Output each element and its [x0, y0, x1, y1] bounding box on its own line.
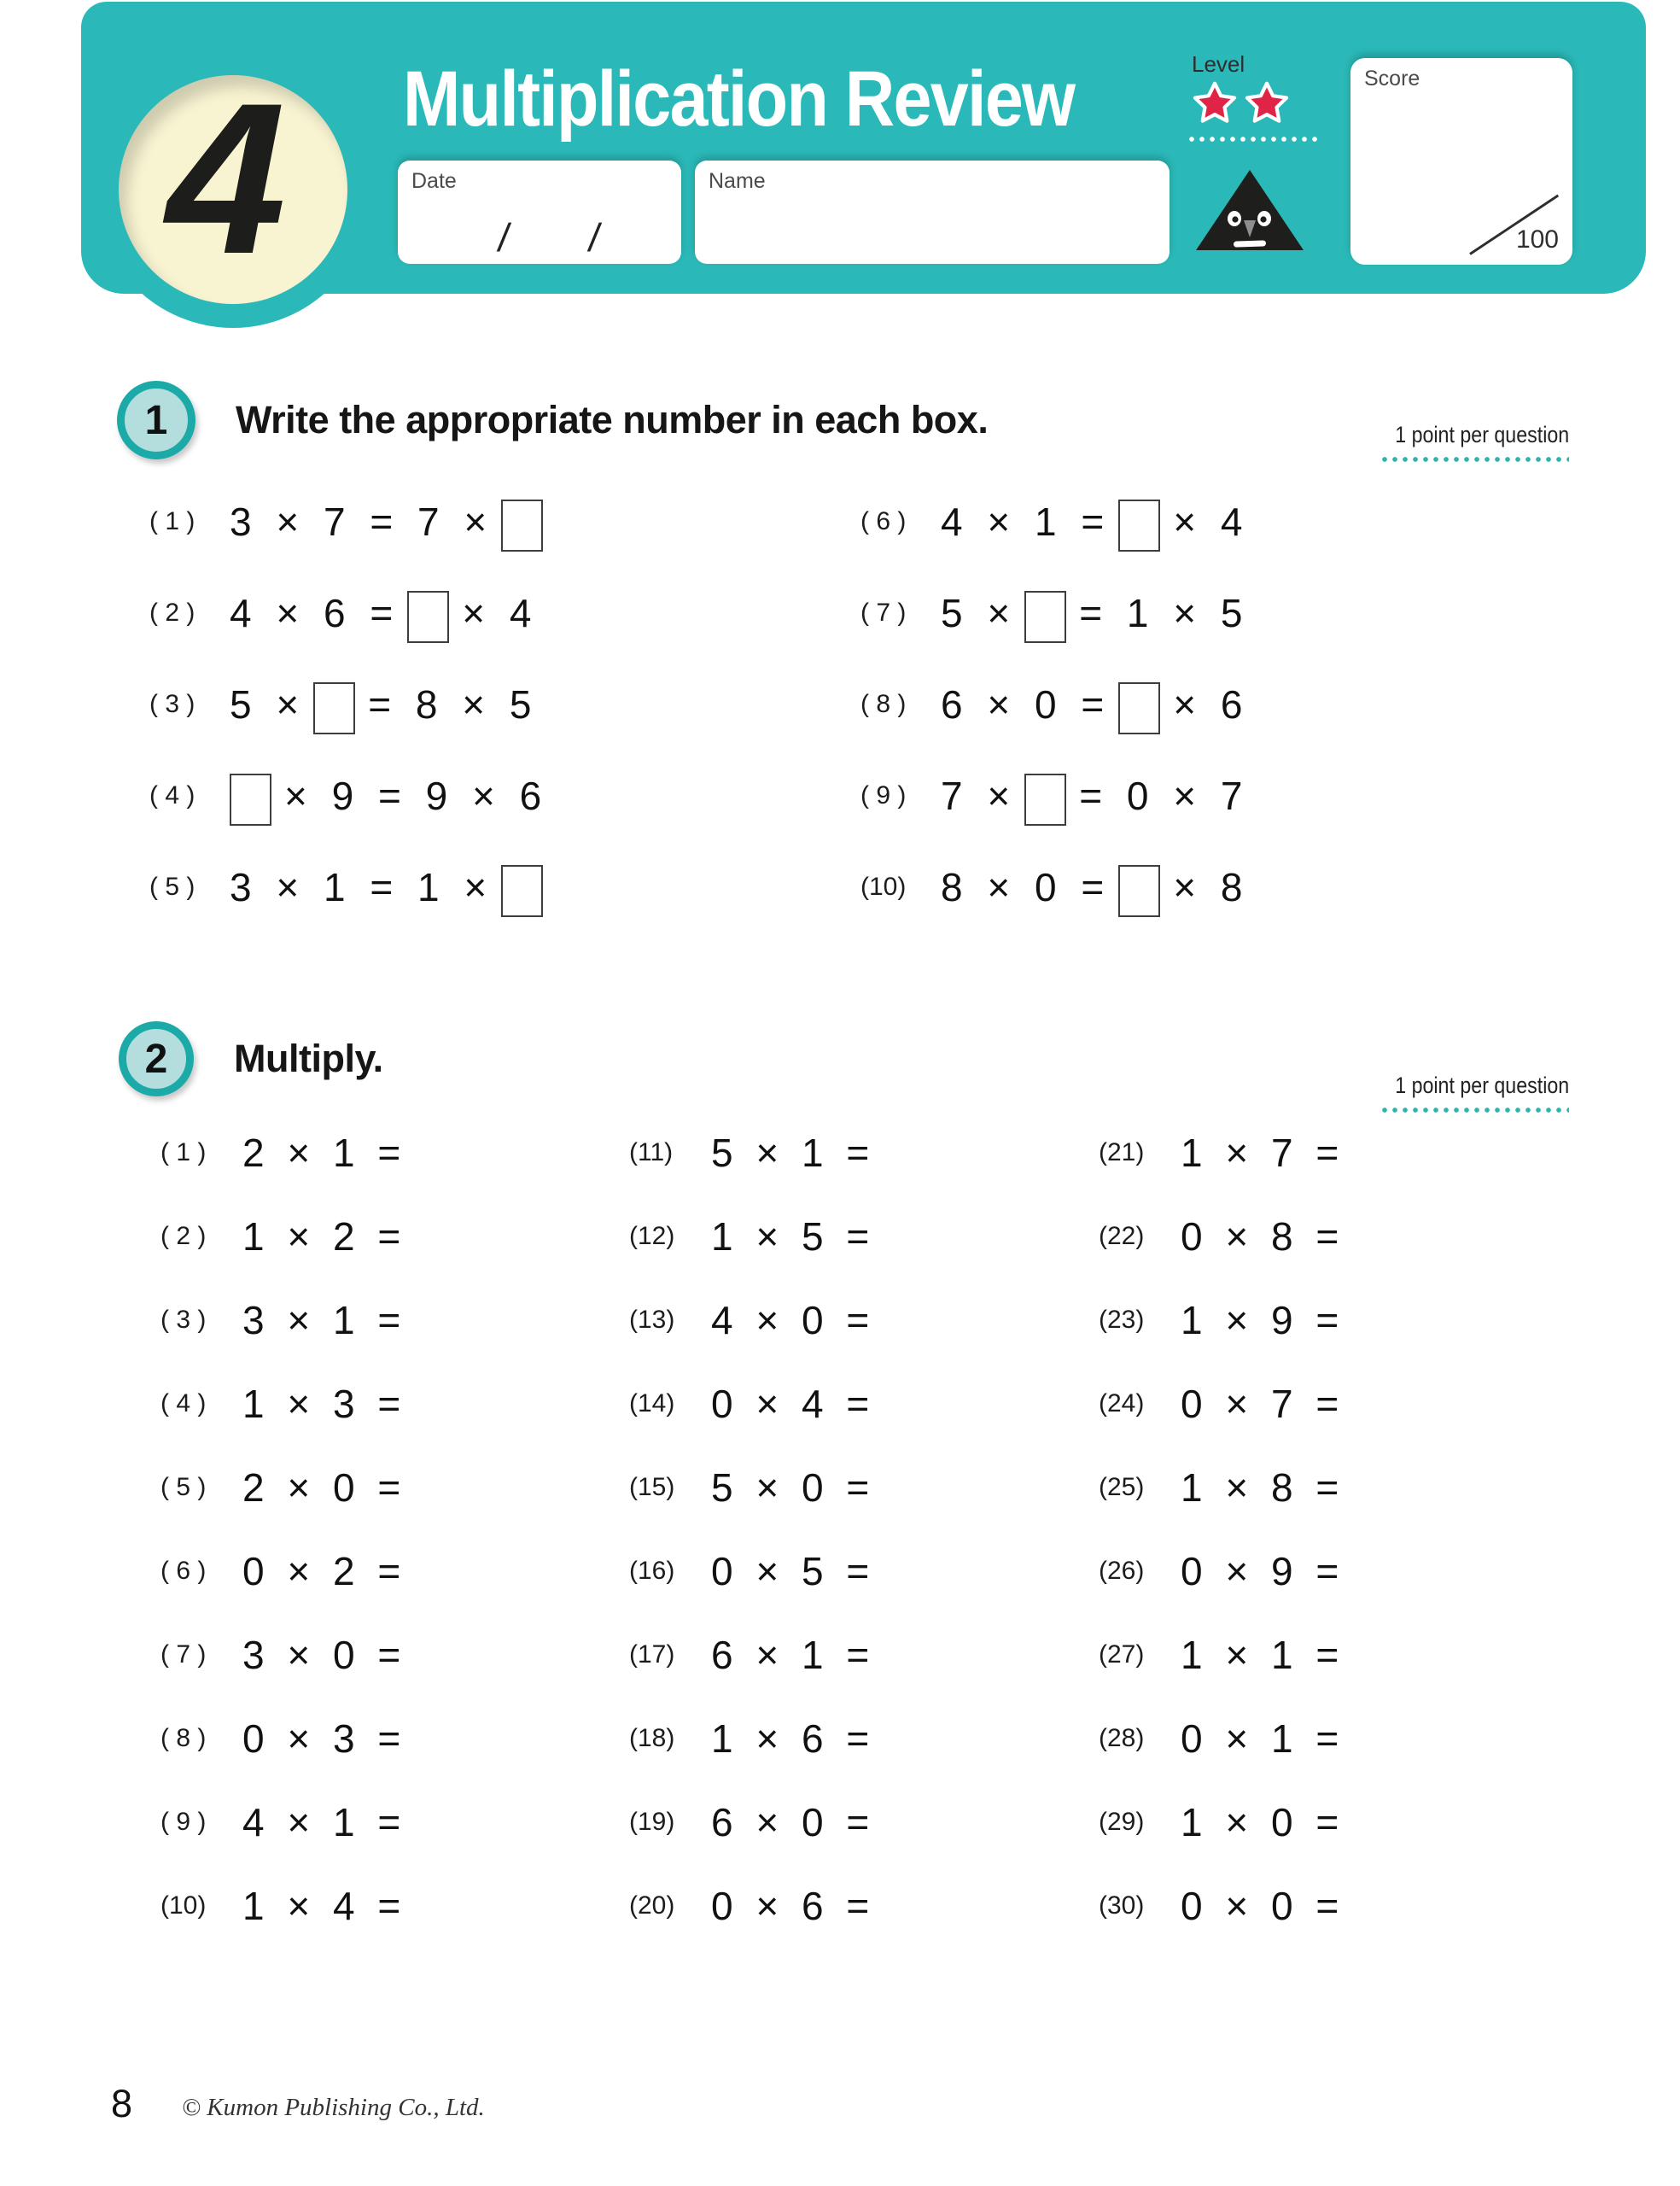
problem-row: [629, 1446, 1099, 1529]
problem-expression: 0 × 4 =: [711, 1382, 872, 1426]
problem-row: [1099, 1697, 1578, 1780]
problem-label: (23): [1099, 1306, 1145, 1334]
section-2-points-note: [1367, 1073, 1569, 1114]
problem-row: [149, 567, 860, 658]
problem-row: [629, 1195, 1099, 1278]
problem-label: ( 1 ): [149, 506, 195, 535]
section-2-badge: [119, 1021, 194, 1096]
problem-row: [860, 841, 1571, 932]
problem-row: [1099, 1529, 1578, 1613]
problem-row: [860, 567, 1571, 658]
problem-expression: 1 × 3 =: [242, 1382, 403, 1426]
problem-label: (10): [160, 1891, 207, 1920]
problem-expression: [941, 678, 1244, 730]
problem-expression: 1 × 2 =: [242, 1214, 403, 1259]
answer-box[interactable]: [1118, 500, 1160, 552]
problem-row: [629, 1613, 1099, 1697]
answer-box[interactable]: [313, 682, 355, 734]
expr-after: = 1 × 5: [1079, 590, 1245, 635]
section-1-problems: [149, 476, 1571, 932]
problem-label: (24): [1099, 1389, 1145, 1417]
star-icon: [1190, 80, 1240, 128]
problem-expression: 6 × 1 =: [711, 1633, 872, 1677]
section-1-title: Write the appropriate number in each box.: [236, 398, 989, 441]
date-slash: /: [495, 215, 513, 260]
problem-expression: 1 × 4 =: [242, 1884, 403, 1928]
problem-label: (19): [629, 1808, 675, 1836]
problem-expression: 2 × 1 =: [242, 1131, 403, 1175]
problem-row: [629, 1529, 1099, 1613]
date-slash: /: [586, 215, 604, 260]
problem-label: ( 5 ): [160, 1473, 207, 1501]
problem-label: (29): [1099, 1808, 1145, 1836]
expr-before: 5 ×: [230, 681, 301, 727]
score-denominator: 100: [1515, 225, 1559, 254]
page-number: 8: [111, 2082, 133, 2125]
copyright: © Kumon Publishing Co., Ltd.: [182, 2094, 485, 2121]
problem-expression: [941, 769, 1244, 821]
problem-label: (28): [1099, 1724, 1145, 1752]
name-label: Name: [709, 169, 766, 193]
problem-label: ( 3 ): [160, 1306, 207, 1334]
answer-box[interactable]: [501, 865, 543, 917]
problem-label: (25): [1099, 1473, 1145, 1501]
problem-expression: [230, 495, 543, 547]
problem-label: ( 6 ): [860, 506, 907, 535]
level-dotted-line: [1187, 135, 1320, 143]
problem-label: (16): [629, 1557, 675, 1585]
problem-label: (14): [629, 1389, 675, 1417]
section-2-problems: [160, 1111, 1578, 1948]
problem-row: [160, 1529, 629, 1613]
level-label: Level: [1192, 51, 1245, 77]
problem-row: [1099, 1864, 1578, 1948]
answer-box[interactable]: [1024, 774, 1066, 826]
section-2-number: 2: [144, 1036, 168, 1082]
problem-label: ( 1 ): [160, 1138, 207, 1166]
problem-row: [1099, 1780, 1578, 1864]
problem-row: [1099, 1362, 1578, 1446]
expr-before: 7 ×: [941, 773, 1012, 818]
problem-expression: [941, 495, 1244, 547]
problem-row: [160, 1697, 629, 1780]
problem-row: [860, 750, 1571, 841]
section-1-badge: [117, 381, 195, 459]
problem-label: (17): [629, 1640, 675, 1669]
expr-before: 3 × 7 = 7 ×: [230, 499, 489, 544]
problem-row: [149, 476, 860, 567]
problem-label: ( 9 ): [860, 780, 907, 810]
score-field[interactable]: [1350, 58, 1572, 265]
problem-row: [160, 1278, 629, 1362]
points-note-text: 1 point per question: [1395, 1073, 1569, 1098]
problem-expression: 1 × 1 =: [1181, 1633, 1341, 1677]
problem-expression: 2 × 0 =: [242, 1465, 403, 1510]
problem-label: (18): [629, 1724, 675, 1752]
triangle-face-icon: [1193, 167, 1306, 253]
problem-row: [149, 658, 860, 750]
section-2-title: Multiply.: [234, 1037, 383, 1080]
problem-row: [160, 1446, 629, 1529]
problem-expression: 1 × 0 =: [1181, 1800, 1341, 1844]
problem-expression: 1 × 6 =: [711, 1716, 872, 1761]
problem-expression: 0 × 7 =: [1181, 1382, 1341, 1426]
problem-row: [1099, 1446, 1578, 1529]
section-1-points-note: [1367, 422, 1569, 464]
expr-after: = 0 × 7: [1079, 773, 1245, 818]
problem-expression: 0 × 1 =: [1181, 1716, 1341, 1761]
lesson-number: 4: [166, 59, 287, 299]
problem-expression: 6 × 0 =: [711, 1800, 872, 1844]
problem-label: ( 8 ): [860, 689, 907, 718]
problem-row: [1099, 1195, 1578, 1278]
problem-expression: 3 × 0 =: [242, 1633, 403, 1677]
problem-expression: 0 × 9 =: [1181, 1549, 1341, 1593]
expr-before: 8 × 0 =: [941, 864, 1106, 909]
problem-expression: 3 × 1 =: [242, 1298, 403, 1342]
problem-label: (30): [1099, 1891, 1145, 1920]
problem-label: ( 8 ): [160, 1724, 207, 1752]
problem-row: [149, 750, 860, 841]
problem-expression: 5 × 0 =: [711, 1465, 872, 1510]
problem-label: (20): [629, 1891, 675, 1920]
star-icon: [1242, 80, 1292, 128]
problem-row: [629, 1864, 1099, 1948]
date-label: Date: [411, 169, 457, 193]
points-note-text: 1 point per question: [1395, 422, 1569, 447]
problem-label: (27): [1099, 1640, 1145, 1669]
problem-row: [860, 658, 1571, 750]
problem-label: ( 9 ): [160, 1808, 207, 1836]
problem-label: ( 4 ): [149, 780, 195, 810]
expr-after: × 4: [462, 590, 534, 635]
problem-label: ( 3 ): [149, 689, 195, 718]
problem-row: [160, 1613, 629, 1697]
problem-label: ( 7 ): [860, 598, 907, 627]
problem-expression: 1 × 8 =: [1181, 1465, 1341, 1510]
problem-row: [160, 1362, 629, 1446]
problem-expression: [230, 678, 533, 730]
problem-row: [629, 1780, 1099, 1864]
problem-row: [629, 1111, 1099, 1195]
problem-row: [1099, 1278, 1578, 1362]
problem-expression: 0 × 2 =: [242, 1549, 403, 1593]
problem-label: (21): [1099, 1138, 1145, 1166]
expr-after: = 8 × 5: [368, 681, 534, 727]
problem-row: [160, 1111, 629, 1195]
problem-row: [160, 1864, 629, 1948]
problem-expression: 0 × 0 =: [1181, 1884, 1341, 1928]
problem-label: (13): [629, 1306, 675, 1334]
lesson-badge: [119, 59, 347, 304]
problem-label: (12): [629, 1222, 675, 1250]
problem-label: (10): [860, 872, 907, 901]
problem-expression: 4 × 1 =: [242, 1800, 403, 1844]
problem-expression: 4 × 0 =: [711, 1298, 872, 1342]
problem-expression: 1 × 9 =: [1181, 1298, 1341, 1342]
problem-expression: [230, 587, 533, 639]
answer-box[interactable]: [1024, 591, 1066, 643]
problem-expression: 1 × 7 =: [1181, 1131, 1341, 1175]
problem-label: ( 4 ): [160, 1389, 207, 1417]
problem-row: [1099, 1613, 1578, 1697]
points-note-dotted-line: [1380, 455, 1569, 464]
problem-label: ( 2 ): [160, 1222, 207, 1250]
problem-label: ( 7 ): [160, 1640, 207, 1669]
expr-after: × 9 = 9 × 6: [284, 773, 544, 818]
problem-label: (26): [1099, 1557, 1145, 1585]
problem-row: [1099, 1111, 1578, 1195]
name-field[interactable]: [695, 161, 1170, 264]
problem-label: ( 6 ): [160, 1557, 207, 1585]
expr-before: 4 × 1 =: [941, 499, 1106, 544]
problem-expression: [941, 861, 1244, 913]
date-field[interactable]: [398, 161, 681, 264]
expr-after: × 8: [1173, 864, 1245, 909]
answer-box[interactable]: [407, 591, 449, 643]
problem-expression: 0 × 8 =: [1181, 1214, 1341, 1259]
problem-row: [629, 1362, 1099, 1446]
expr-after: × 4: [1173, 499, 1245, 544]
problem-expression: [941, 587, 1244, 639]
problem-expression: 1 × 5 =: [711, 1214, 872, 1259]
level-stars: [1190, 80, 1292, 128]
problem-expression: [230, 769, 543, 821]
page-title: Multiplication Review: [403, 56, 1075, 143]
problem-label: (11): [629, 1138, 674, 1166]
problem-expression: 5 × 1 =: [711, 1131, 872, 1175]
expr-before: 4 × 6 =: [230, 590, 395, 635]
expr-before: 5 ×: [941, 590, 1012, 635]
problem-row: [149, 841, 860, 932]
problem-expression: 0 × 6 =: [711, 1884, 872, 1928]
problem-expression: [230, 861, 543, 913]
problem-expression: 0 × 5 =: [711, 1549, 872, 1593]
problem-row: [160, 1780, 629, 1864]
section-1-number: 1: [144, 397, 168, 443]
problem-label: ( 2 ): [149, 598, 195, 627]
score-label: Score: [1364, 67, 1420, 91]
problem-expression: 0 × 3 =: [242, 1716, 403, 1761]
answer-box[interactable]: [1118, 865, 1160, 917]
problem-row: [629, 1278, 1099, 1362]
problem-row: [160, 1195, 629, 1278]
expr-before: 6 × 0 =: [941, 681, 1106, 727]
problem-label: (22): [1099, 1222, 1145, 1250]
expr-before: 3 × 1 = 1 ×: [230, 864, 489, 909]
expr-after: × 6: [1173, 681, 1245, 727]
answer-box[interactable]: [230, 774, 271, 826]
answer-box[interactable]: [1118, 682, 1160, 734]
problem-row: [629, 1697, 1099, 1780]
problem-row: [860, 476, 1571, 567]
problem-label: ( 5 ): [149, 872, 195, 901]
problem-label: (15): [629, 1473, 675, 1501]
answer-box[interactable]: [501, 500, 543, 552]
